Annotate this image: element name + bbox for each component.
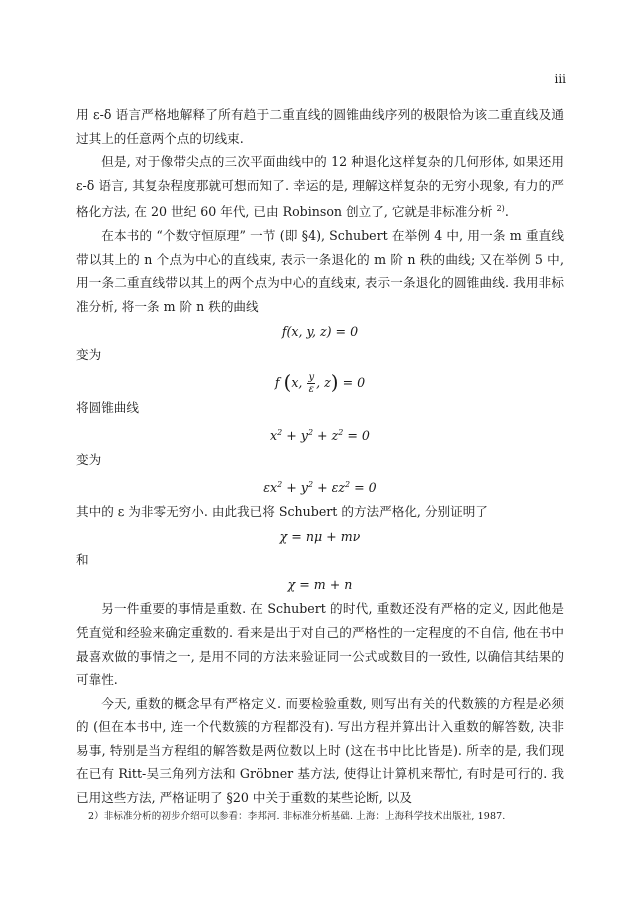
eq2-right-paren: ) xyxy=(330,370,339,395)
eq2-f: f xyxy=(274,375,280,391)
paragraph-2 xyxy=(76,150,564,224)
paragraph-4: 其中的 ε 为非零无穷小. 由此我已将 Schubert 的方法严格化, 分别证明了 xyxy=(76,503,488,519)
eq3-exp-2: 2 xyxy=(307,428,314,438)
eq2-denominator: ε xyxy=(308,384,314,396)
paragraph-2-text: 但是, 对于像带尖点的三次平面曲线中的 12 种退化这样复杂的几何形体, 如果还用 ε-δ 语言, 其复杂程度那就可想而知了. 幸运的是, 理解这样复杂的无穷小现象, 有力的严格化方法, 在 20 世纪 60 年代, 已由 Robinson 创立了, 它就是非标准分析 xyxy=(76,154,564,220)
label-conic: 将圆锥曲线 xyxy=(76,400,139,416)
eq2-left-paren: ( xyxy=(283,370,292,395)
eq4-term-2: + y xyxy=(286,479,308,495)
eq3-term-2: + y xyxy=(286,428,308,444)
eq4-term-1: εx xyxy=(263,479,278,495)
paragraph-1: 用 ε-δ 语言严格地解释了所有趋于二重直线的圆锥曲线序列的极限恰为该二重直线及通过其上的任意两个点的切线束. xyxy=(76,107,564,146)
eq4-exp-2: 2 xyxy=(307,479,314,489)
equation-conic xyxy=(76,422,564,447)
eq3-exp-1: 2 xyxy=(277,428,283,438)
label-and: 和 xyxy=(76,552,89,568)
label-becomes-2: 变为 xyxy=(76,451,102,467)
eq4-exp-1: 2 xyxy=(277,479,283,489)
label-becomes-1: 变为 xyxy=(76,347,102,363)
equation-scaled-conic xyxy=(76,474,564,499)
eq2-x: x, xyxy=(291,375,303,391)
eq4-rhs: = 0 xyxy=(354,479,377,495)
eq4-term-3: + εz xyxy=(317,479,346,495)
eq3-term-3: + z xyxy=(317,428,339,444)
equation-curve: f(x, y, z) = 0 xyxy=(281,324,359,340)
eq2-rhs: = 0 xyxy=(342,375,366,391)
eq3-exp-3: 2 xyxy=(338,428,344,438)
eq2-numerator: y xyxy=(308,372,315,384)
eq2-z: , z xyxy=(316,375,331,391)
eq4-exp-3: 2 xyxy=(345,479,351,489)
eq2-fraction xyxy=(307,372,315,395)
page-body xyxy=(76,103,564,810)
page-number: iii xyxy=(554,72,566,86)
paragraph-2-end: . xyxy=(504,204,509,220)
equation-scaled-curve xyxy=(76,369,564,396)
equation-chi-1: χ = nμ + mν xyxy=(279,529,361,545)
eq3-term-1: x xyxy=(270,428,278,444)
paragraph-3: 在本书的 “个数守恒原理” 一节 (即 §4), Schubert 在举例 4 中, 用一条 m 重直线带以其上的 n 个点为中心的直线束, 表示一条退化的 m 阶 n 秩的曲线; 又在举例 5 中, 用一条二重直线带以其上的两个点为中心的直线束, 表示一条退化的圆锥曲线. 我用非标准分析, 将一条 m 阶 n 秩的曲线 xyxy=(76,227,564,314)
footnote: 2）非标准分析的初步介绍可以参看：李邦河. 非标准分析基础. 上海：上海科学技术出版社, 1987. xyxy=(88,811,506,822)
footnote-ref: 2) xyxy=(496,204,505,214)
paragraph-6: 今天, 重数的概念早有严格定义. 而要检验重数, 则写出有关的代数簇的方程是必须的 (但在本书中, 连一个代数簇的方程都没有). 写出方程并算出计入重数的解答数, 决非易事, 特别是当方程组的解答数是两位数以上时 (这在书中比比皆是). 所幸的是, 我们现在已有 Ritt-吴三角列方法和 Gröbner 基方法, 使得让计算机来帮忙, 有时是可行的. 我已用这些方法, 严格证明了 §20 中关于重数的某些论断, 以及 xyxy=(76,695,564,806)
paragraph-5: 另一件重要的事情是重数. 在 Schubert 的时代, 重数还没有严格的定义, 因此他是凭直觉和经验来确定重数的. 看来是出于对自己的严格性的一定程度的不自信, 他在书中最喜欢做的事情之一, 是用不同的方法来验证同一公式或数目的一致性, 以确信其结果的可靠性. xyxy=(76,601,564,688)
equation-chi-2: χ = m + n xyxy=(287,577,353,593)
eq3-rhs: = 0 xyxy=(347,428,370,444)
